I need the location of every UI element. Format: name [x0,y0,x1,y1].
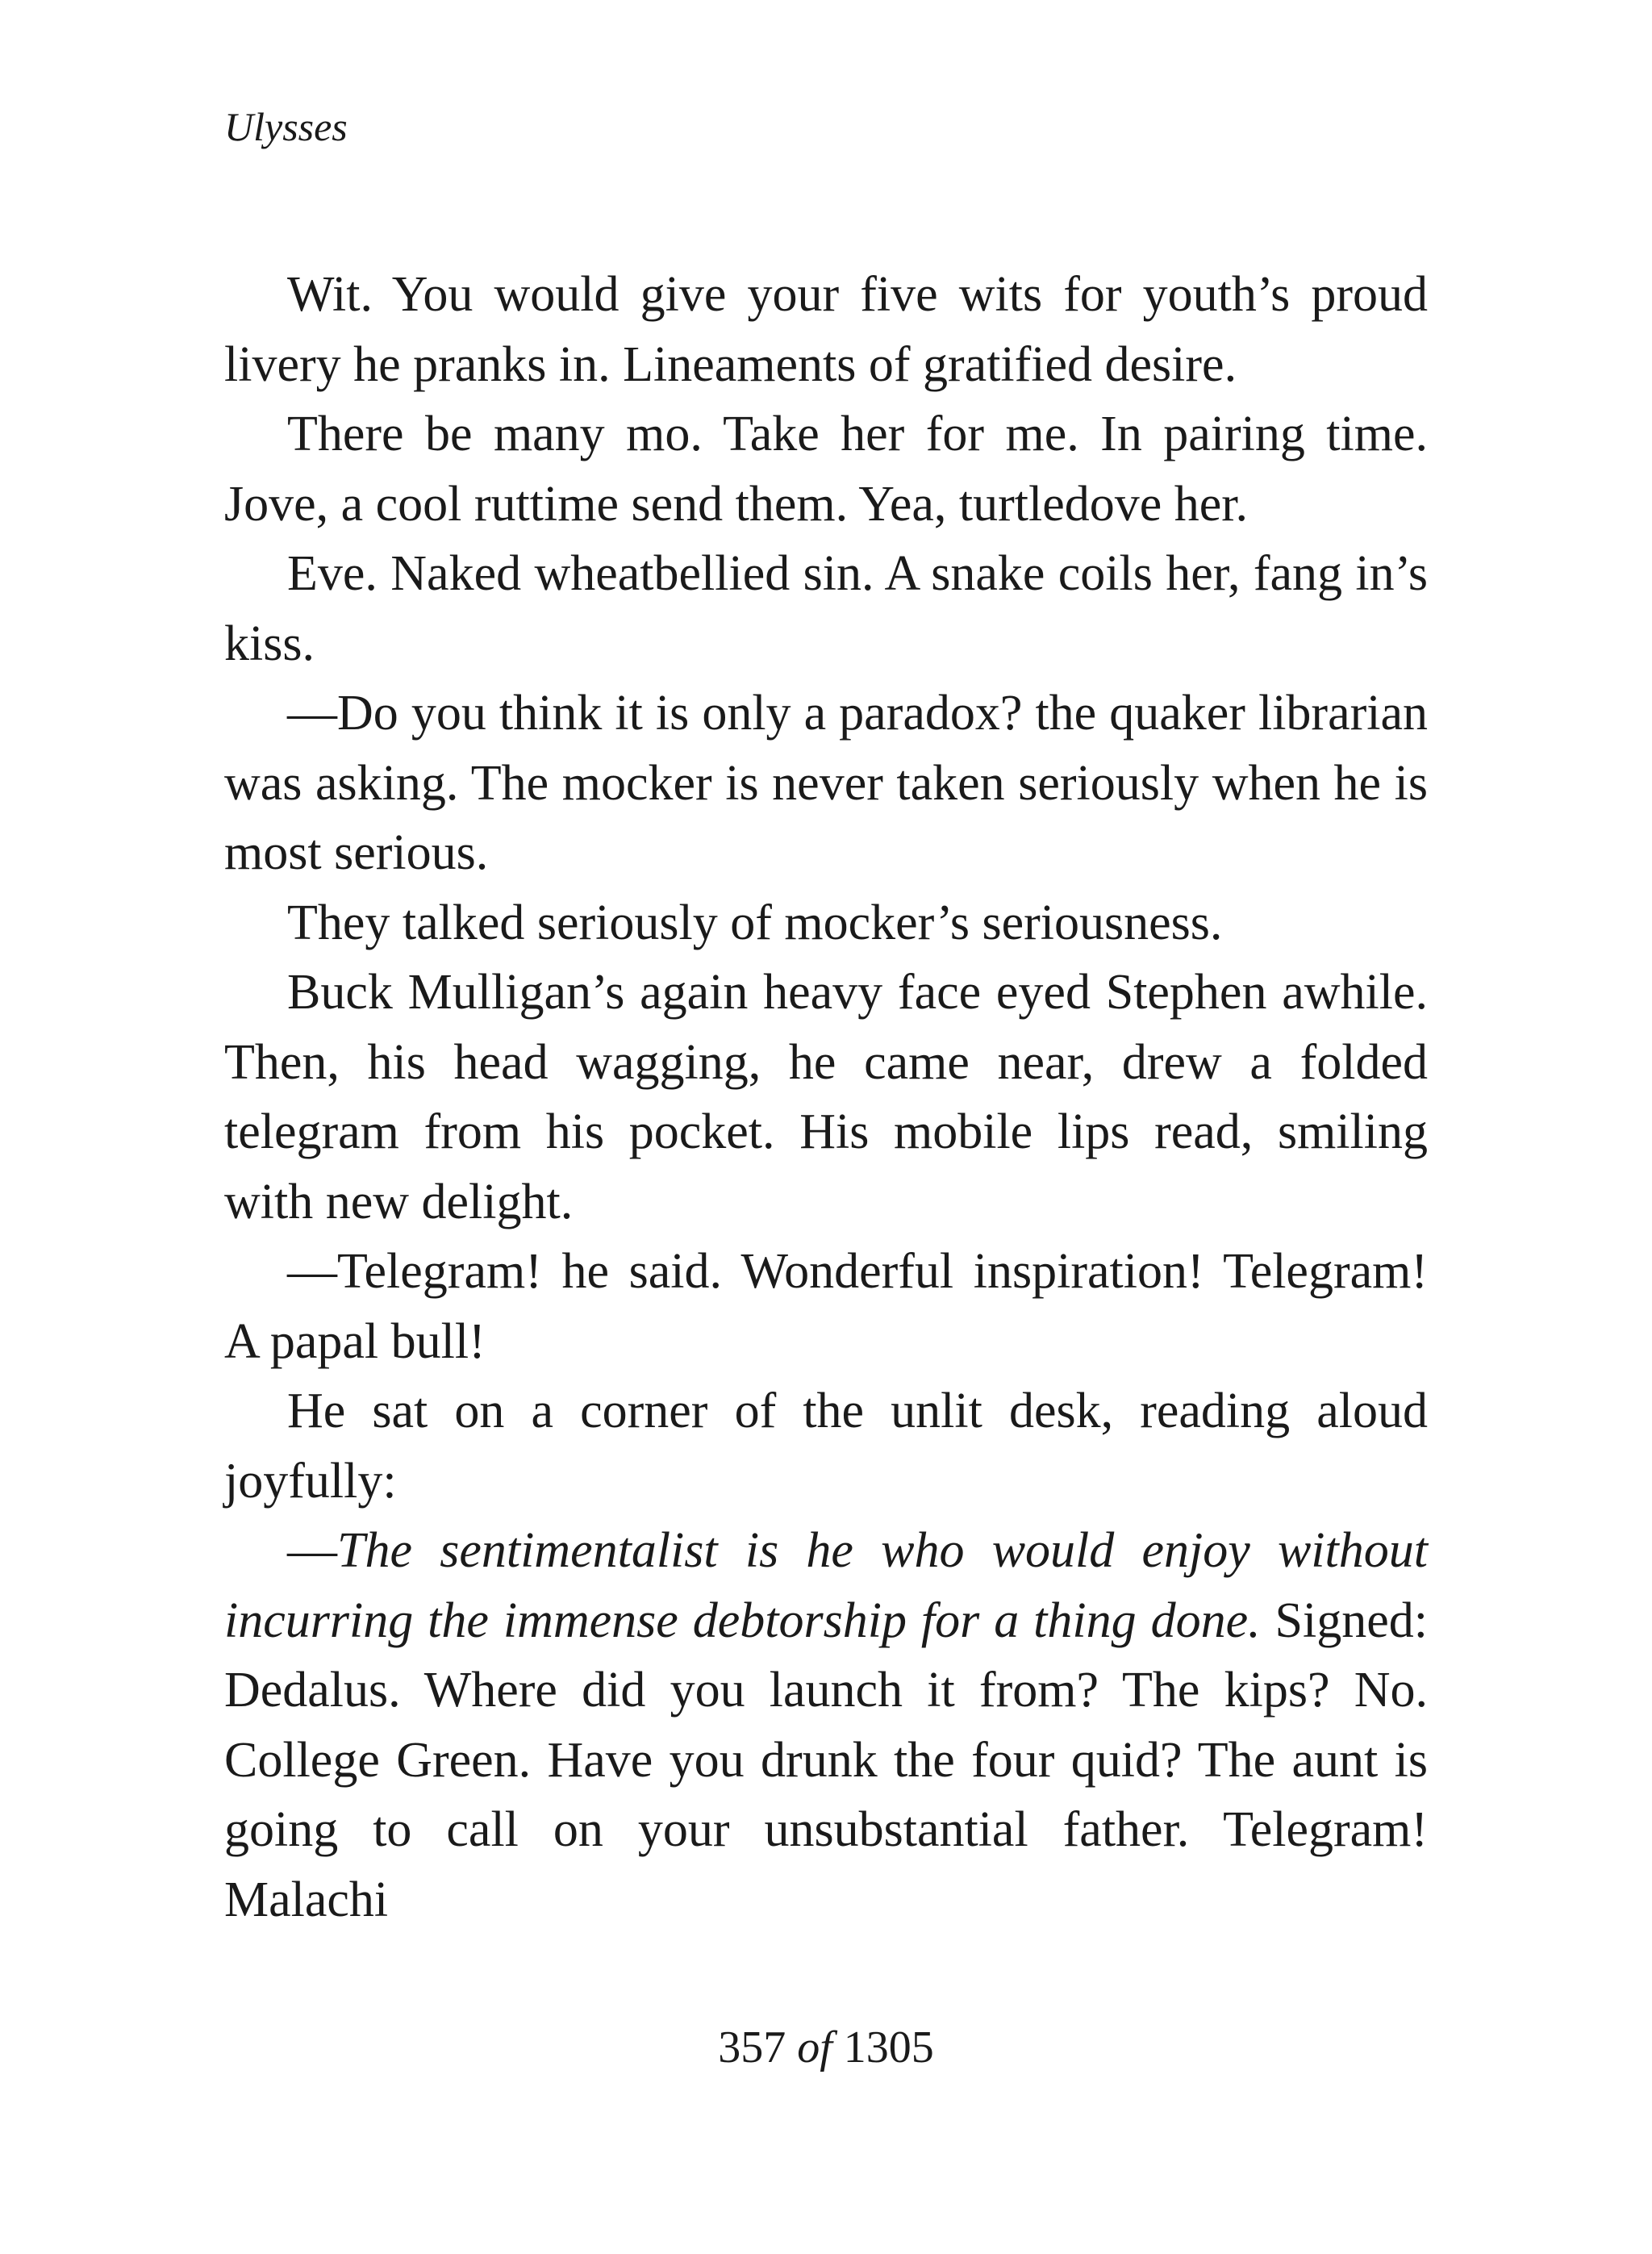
paragraph: —Do you think it is only a paradox? the quaker librarian was asking. The mocker is never taken seriously when he is most serious. [224,686,1428,880]
page-number [0,2022,1652,2072]
paragraph: Wit. You would give your five wits for youth’s proud livery he pranks in. Lineaments of gratified desire. [224,267,1428,392]
paragraph: They talked seriously of mocker’s seriousness. [287,895,1223,950]
paragraph: Eve. Naked wheatbellied sin. A snake coils her, fang in’s kiss. [224,546,1428,671]
paragraph: —Telegram! he said. Wonderful inspiration! Telegram! A papal bull! [224,1244,1428,1369]
current-page: 357 [718,2022,786,2072]
paragraph: There be many mo. Take her for me. In pairing time. Jove, a cool ruttime send them. Yea, turtledove her. [224,407,1428,532]
em-dash: — [287,1523,337,1578]
paragraph-continuation: Signed: Dedalus. Where did you launch it from? The kips? No. College Green. Have you drunk the four quid? The aunt is going to call on your unsubstantial father. Telegram! Malachi [224,1592,1428,1927]
running-title: Ulysses [224,104,348,149]
page-of-label: of [797,2022,832,2072]
paragraph: Buck Mulligan’s again heavy face eyed Stephen awhile. Then, his head wagging, he came near, drew a folded telegram from his pocket. His mobile lips read, smiling with new delight. [224,965,1428,1229]
telegram-quote: The sentimentalist is he who would enjoy without incurring the immense debtorship for a thing done. [224,1523,1428,1648]
paragraph: He sat on a corner of the unlit desk, reading aloud joyfully: [224,1384,1428,1509]
page-body [224,260,1428,1935]
total-pages: 1305 [843,2022,934,2072]
paragraph-telegram [224,1516,1428,1935]
